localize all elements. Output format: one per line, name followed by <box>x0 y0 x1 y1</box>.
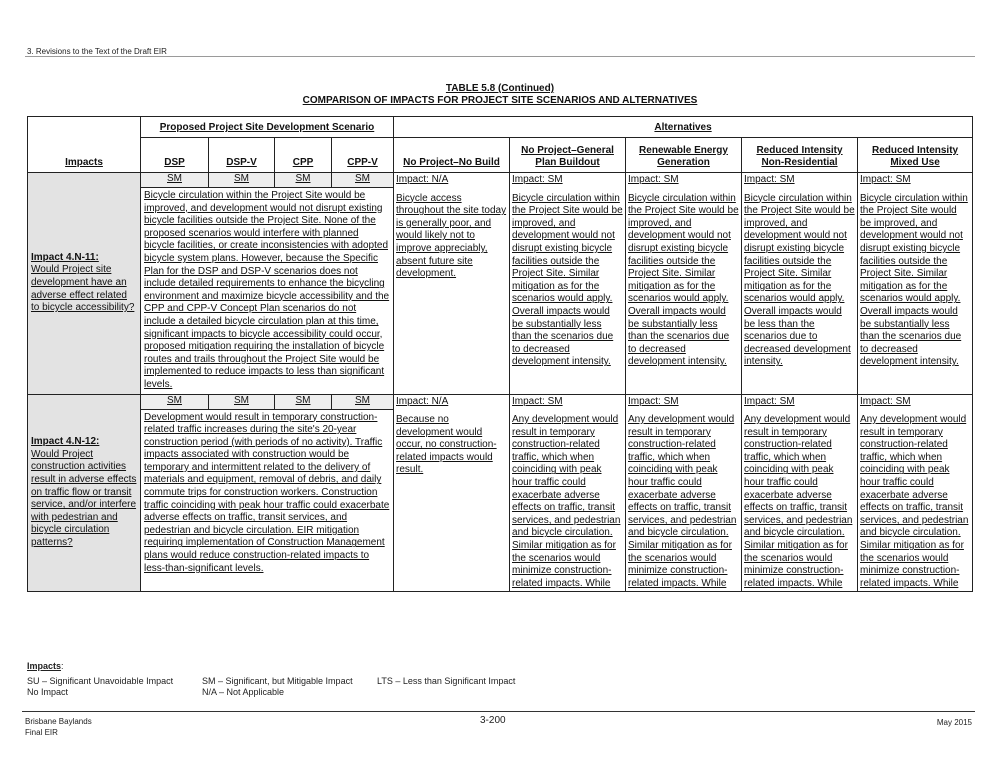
impacts-header: Impacts <box>28 117 141 173</box>
alt-renewable-cell: Impact: SM Bicycle circulation within the Project Site would be improved, and development would not disrupt existing bicycle facilities outside the Project Site. Similar mitigation as for the scenarios would apply. Overall impacts would be substantially less than the scenarios due to decreased development intensity. <box>626 173 742 395</box>
rating-cpp: SM <box>275 394 332 409</box>
col-reduced-mixed-use: Reduced Intensity Mixed Use <box>858 138 973 173</box>
alt-no-build-cell: Impact: N/A Bicycle access throughout the site today is generally poor, and would likely not to improve appreciably, absent future site development. <box>394 173 510 395</box>
rating-dspv: SM <box>209 173 275 188</box>
col-reduced-non-residential: Reduced Intensity Non-Residential <box>742 138 858 173</box>
alt-general-plan-cell: Impact: SM Any development would result in temporary construction-related traffic, which when coinciding with peak hour traffic could exacerbate adverse effects on traffic, transit services, and pedestrian and bicycle circulation. Similar mitigation as for the scenarios would minimize construction-related impacts. While <box>510 394 626 592</box>
impact-description-cell <box>28 173 141 395</box>
footer-rule <box>22 711 975 712</box>
scenario-description: Bicycle circulation within the Project Site would be improved, and development would not disrupt existing bicycle facilities outside the Project Site. None of the proposed scenarios would interfere with planned bicycle facilities, or create inconsistencies with adopted bicycle system plans. However, because the Specific Plan for the DSP and DSP-V scenarios does not include detailed requirements to enhance the bicycling environment and maximize bicycle accessibility and the CPP and CPP-V Concept Plan scenarios do not include a detailed bicycle circulation plan at this time, significant impacts to bicycle accessibility could occur, proposed mitigation requiring the installation of bicycle routes and trails throughout the Project Site would be implemented to reduce impacts to less than significant levels. <box>141 188 394 395</box>
proposed-scenario-header: Proposed Project Site Development Scenario <box>141 117 394 138</box>
footer-date: May 2015 <box>936 718 972 727</box>
col-cpp: CPP <box>275 138 332 173</box>
rating-dspv: SM <box>209 394 275 409</box>
impact-id: Impact 4.N-11: <box>31 251 99 263</box>
alt-mixed-use-cell: Impact: SM Bicycle circulation within the Project Site would be improved, and development would not disrupt existing bicycle facilities outside the Project Site. Similar mitigation as for the scenarios would apply. Overall impacts would be substantially less than the scenarios due to decreased development intensity. <box>858 173 973 395</box>
table-subtitle: COMPARISON OF IMPACTS FOR PROJECT SITE SCENARIOS AND ALTERNATIVES <box>302 95 698 106</box>
col-no-project-general-plan: No Project–General Plan Buildout <box>510 138 626 173</box>
rating-dsp: SM <box>141 394 209 409</box>
alt-non-residential-cell: Impact: SM Bicycle circulation within the Project Site would be improved, and development would not disrupt existing bicycle facilities outside the Project Site. Similar mitigation as for the scenarios would apply. Overall impacts would be less than the scenarios due to decreased development intensity. <box>742 173 858 395</box>
header-rule <box>25 56 975 57</box>
alternatives-header: Alternatives <box>394 117 973 138</box>
col-dspv: DSP-V <box>209 138 275 173</box>
impacts-legend: Impacts: SU – Significant Unavoidable Impact SM – Significant, but Mitigable Impact LTS – Less than Significant Impact No Impact N/A – Not Applicable <box>27 661 577 698</box>
table-row <box>28 394 973 409</box>
page-number: 3-200 <box>480 715 506 726</box>
impact-question: Would Project site development have an adverse effect related to bicycle accessibility? <box>31 264 135 314</box>
legend-item-na: N/A – Not Applicable <box>202 687 285 697</box>
col-dsp: DSP <box>141 138 209 173</box>
rating-cppv: SM <box>332 173 394 188</box>
alt-no-build-cell: Impact: N/A Because no development would occur, no construction-related impacts would result. <box>394 394 510 592</box>
rating-cpp: SM <box>275 173 332 188</box>
footer-project: Brisbane Baylands <box>25 717 92 726</box>
scenario-description: Development would result in temporary construction-related traffic increases during the site's 20-year construction period (with periods of no activity). Traffic impacts associated with construction would be temporary and intermittent related to the delivery of materials and equipment, removal of debris, and daily commute trips for construction workers. Construction traffic coinciding with peak hour traffic could exacerbate adverse effects on traffic, transit services, and pedestrian and bicycle circulation. EIR mitigation requiring implementation of Construction Management plans would reduce construction-related impacts to less-than-significant levels. <box>141 409 394 592</box>
impact-comparison-table <box>27 116 973 592</box>
alt-non-residential-cell: Impact: SM Any development would result in temporary construction-related traffic, which when coinciding with peak hour traffic could exacerbate adverse effects on traffic, transit services, and pedestrian and bicycle circulation. Similar mitigation as for the scenarios would minimize construction-related impacts. While <box>742 394 858 592</box>
alt-general-plan-cell: Impact: SM Bicycle circulation within the Project Site would be improved, and development would not disrupt existing bicycle facilities outside the Project Site. Similar mitigation as for the scenarios would apply. Overall impacts would be substantially less than the scenarios due to decreased development intensity. <box>510 173 626 395</box>
alt-renewable-cell: Impact: SM Any development would result in temporary construction-related traffic, which when coinciding with peak hour traffic could exacerbate adverse effects on traffic, transit services, and pedestrian and bicycle circulation. Similar mitigation as for the scenarios would minimize construction-related impacts. While <box>626 394 742 592</box>
rating-dsp: SM <box>141 173 209 188</box>
legend-item-no-impact: No Impact <box>27 687 69 697</box>
legend-title: Impacts <box>27 661 62 671</box>
rating-cppv: SM <box>332 394 394 409</box>
impact-description-cell <box>28 394 141 592</box>
running-head: 3. Revisions to the Text of the Draft EIR <box>27 47 167 56</box>
legend-item-su: SU – Significant Unavoidable Impact <box>27 676 174 686</box>
impact-id: Impact 4.N-12: <box>31 436 100 448</box>
table-row <box>28 173 973 188</box>
legend-item-sm: SM – Significant, but Mitigable Impact <box>202 676 353 686</box>
impact-question: Would Project construction activities result in adverse effects on traffic flow or transit service, and/or interfere with pedestrian and bicycle circulation patterns? <box>31 448 137 549</box>
table-title: TABLE 5.8 (Continued) <box>445 83 555 94</box>
col-cppv: CPP-V <box>332 138 394 173</box>
table-title-block <box>0 83 1000 107</box>
column-header-row <box>28 138 973 173</box>
footer-document: Final EIR <box>25 728 58 737</box>
footer-left <box>25 716 92 738</box>
alt-mixed-use-cell: Impact: SM Any development would result in temporary construction-related traffic, which when coinciding with peak hour traffic could exacerbate adverse effects on traffic, transit services, and pedestrian and bicycle circulation. Similar mitigation as for the scenarios would minimize construction-related impacts. While <box>858 394 973 592</box>
group-header-row <box>28 117 973 138</box>
col-no-project-no-build: No Project–No Build <box>394 138 510 173</box>
legend-item-lts: LTS – Less than Significant Impact <box>377 676 516 686</box>
col-renewable-energy: Renewable Energy Generation <box>626 138 742 173</box>
